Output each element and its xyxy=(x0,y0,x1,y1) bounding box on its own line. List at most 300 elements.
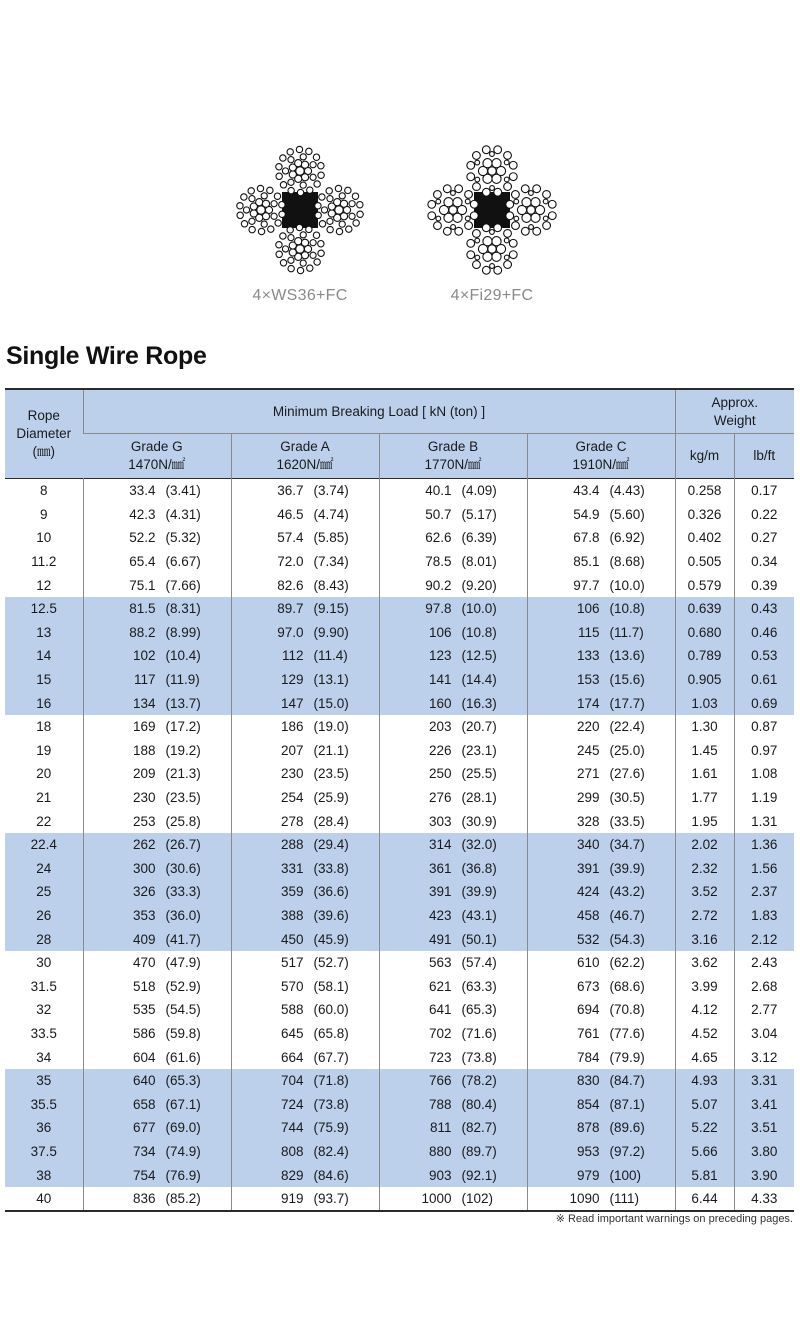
wire-circle xyxy=(301,239,308,246)
load-cell-grade-g xyxy=(83,503,231,527)
wire-circle xyxy=(346,226,352,232)
load-kn: 702 xyxy=(428,1025,452,1041)
load-ton: (39.9) xyxy=(609,860,645,876)
wire-circle xyxy=(279,202,285,208)
wire-circle xyxy=(282,168,288,174)
load-ton: (46.7) xyxy=(609,907,645,923)
load-ton: (52.7) xyxy=(313,955,349,971)
load-ton: (30.5) xyxy=(609,790,645,806)
wire-circle xyxy=(428,200,436,208)
load-kn: 836 xyxy=(132,1191,156,1207)
load-cell-grade-b xyxy=(379,833,527,857)
header-approx-weight xyxy=(675,389,794,434)
wire-circle xyxy=(313,154,319,160)
header-grade-g xyxy=(83,434,231,479)
wire-circle xyxy=(443,185,451,193)
rope-diameter-cell: 32 xyxy=(36,1002,52,1018)
load-kn: 106 xyxy=(576,601,600,617)
load-cell-grade-c xyxy=(527,998,675,1022)
load-cell-grade-g xyxy=(83,739,231,763)
load-cell-grade-b xyxy=(379,479,527,503)
load-kn: 250 xyxy=(428,766,452,782)
load-ton: (62.2) xyxy=(609,955,645,971)
wire-circle xyxy=(318,250,324,256)
weight-kg-per-m-cell: 3.52 xyxy=(675,880,734,904)
wire-circle xyxy=(494,146,502,154)
load-ton: (67.1) xyxy=(165,1096,201,1112)
rope-diameter-cell: 8 xyxy=(39,483,48,499)
wire-circle xyxy=(262,200,269,207)
load-ton: (3.74) xyxy=(313,483,349,499)
load-kn: 331 xyxy=(280,860,304,876)
load-kn: 880 xyxy=(428,1143,452,1159)
load-cell-grade-c xyxy=(527,573,675,597)
load-ton: (77.6) xyxy=(609,1025,645,1041)
wire-circle xyxy=(237,203,243,209)
load-cell-grade-g xyxy=(83,1022,231,1046)
load-ton: (63.3) xyxy=(461,978,497,994)
load-cell-grade-c xyxy=(527,974,675,998)
weight-lb-per-ft-cell: 3.31 xyxy=(734,1069,794,1093)
table-row xyxy=(5,668,794,692)
load-cell-grade-a xyxy=(231,550,379,574)
wire-circle xyxy=(436,199,441,204)
header-grade-b xyxy=(379,434,527,479)
table-row xyxy=(5,998,794,1022)
load-cell-grade-g xyxy=(83,786,231,810)
load-kn: 979 xyxy=(576,1167,600,1183)
load-cell-grade-b xyxy=(379,786,527,810)
load-cell-grade-b xyxy=(379,1187,527,1212)
load-kn: 90.2 xyxy=(425,577,452,593)
load-kn: 288 xyxy=(280,837,304,853)
wire-circle xyxy=(241,194,247,200)
wire-circle xyxy=(295,160,302,167)
load-cell-grade-b xyxy=(379,644,527,668)
wire-circle xyxy=(357,202,363,208)
load-ton: (47.9) xyxy=(165,955,201,971)
weight-lb-per-ft-cell: 0.27 xyxy=(734,526,794,550)
wire-circle xyxy=(443,227,451,235)
load-kn: 724 xyxy=(280,1096,304,1112)
weight-lb-per-ft-cell: 1.08 xyxy=(734,762,794,786)
rope-diameter-cell: 14 xyxy=(5,644,83,668)
load-kn: 458 xyxy=(576,907,600,923)
load-ton: (10.4) xyxy=(165,648,201,664)
wire-circle xyxy=(494,188,502,196)
wire-circle xyxy=(315,212,321,218)
load-kn: 245 xyxy=(576,742,600,758)
wire-circle xyxy=(522,198,531,207)
load-cell-grade-b xyxy=(379,597,527,621)
wire-circle xyxy=(310,162,316,168)
load-cell-grade-a xyxy=(231,1140,379,1164)
load-kn: 141 xyxy=(428,672,452,688)
wire-circle xyxy=(482,224,490,232)
wire-circle xyxy=(467,173,475,181)
wire-circle xyxy=(279,211,285,217)
rope-diameter-cell: 24 xyxy=(5,857,83,881)
weight-kg-per-m-cell: 3.99 xyxy=(675,974,734,998)
load-ton: (71.6) xyxy=(461,1025,497,1041)
load-ton: (27.6) xyxy=(609,766,645,782)
load-ton: (36.6) xyxy=(313,884,349,900)
wire-circle xyxy=(492,237,501,246)
load-cell-grade-c xyxy=(527,715,675,739)
load-kn: 186 xyxy=(280,719,304,735)
load-ton: (93.7) xyxy=(313,1191,349,1207)
load-ton: (75.9) xyxy=(313,1120,349,1136)
load-cell-grade-c xyxy=(527,904,675,928)
wire-circle xyxy=(310,240,316,246)
load-ton: (8.31) xyxy=(165,601,201,617)
load-ton: (4.43) xyxy=(609,483,645,499)
load-cell-grade-c xyxy=(527,809,675,833)
load-ton: (33.5) xyxy=(609,813,645,829)
weight-lb-per-ft-cell: 2.37 xyxy=(734,880,794,904)
wire-circle xyxy=(465,199,470,204)
weight-lb-per-ft-cell: 1.56 xyxy=(734,857,794,881)
load-ton: (25.0) xyxy=(609,742,645,758)
load-ton: (13.7) xyxy=(165,695,201,711)
load-kn: 409 xyxy=(132,931,156,947)
wire-circle xyxy=(314,259,320,265)
weight-kg-per-m-cell: 6.44 xyxy=(675,1187,734,1212)
rope-diameter-cell: 11.2 xyxy=(31,554,57,570)
load-cell-grade-b xyxy=(379,503,527,527)
load-cell-grade-c xyxy=(527,691,675,715)
load-ton: (78.2) xyxy=(461,1073,497,1089)
load-kn: 518 xyxy=(132,978,156,994)
load-ton: (11.7) xyxy=(609,624,644,640)
load-kn: 761 xyxy=(576,1025,600,1041)
load-ton: (73.8) xyxy=(313,1096,349,1112)
wire-circle xyxy=(504,238,509,243)
wire-circle xyxy=(339,221,345,227)
load-kn: 54.9 xyxy=(573,506,600,522)
wire-circle xyxy=(250,210,257,217)
wire-circle xyxy=(318,241,324,247)
load-kn: 62.6 xyxy=(425,530,452,546)
load-kn: 361 xyxy=(428,860,452,876)
load-cell-grade-g xyxy=(83,1069,231,1093)
load-cell-grade-g xyxy=(83,1092,231,1116)
wire-circle xyxy=(280,182,286,188)
table-row xyxy=(5,573,794,597)
weight-kg-per-m-cell: 0.505 xyxy=(675,550,734,574)
load-kn: 353 xyxy=(132,907,156,923)
load-cell-grade-g xyxy=(83,762,231,786)
rope-diameter-cell: 16 xyxy=(5,691,83,715)
load-kn: 220 xyxy=(576,719,600,735)
load-kn: 788 xyxy=(428,1096,452,1112)
weight-lb-per-ft-cell: 2.43 xyxy=(734,951,794,975)
load-kn: 254 xyxy=(280,790,304,806)
load-kn: 704 xyxy=(280,1073,304,1089)
load-ton: (15.6) xyxy=(609,672,645,688)
rope-diagram-label: 4×WS36+FC xyxy=(252,287,348,304)
wire-circle xyxy=(243,207,249,213)
weight-kg-per-m-cell: 0.639 xyxy=(675,597,734,621)
wire-circle xyxy=(310,174,316,180)
wire-circle xyxy=(467,161,475,169)
table-row xyxy=(5,809,794,833)
load-ton: (8.43) xyxy=(313,577,349,593)
table-row xyxy=(5,503,794,527)
wire-circle xyxy=(475,238,480,243)
wire-circle xyxy=(288,179,294,185)
wire-circle xyxy=(288,157,294,163)
wire-circle xyxy=(300,260,306,266)
load-ton: (25.9) xyxy=(313,790,349,806)
load-ton: (19.0) xyxy=(313,719,349,735)
breaking-load-table xyxy=(5,388,794,1212)
load-kn: 424 xyxy=(576,884,600,900)
load-kn: 1090 xyxy=(569,1191,600,1207)
load-kn: 854 xyxy=(576,1096,600,1112)
load-cell-grade-c xyxy=(527,1140,675,1164)
load-cell-grade-b xyxy=(379,739,527,763)
load-cell-grade-c xyxy=(527,833,675,857)
wire-circle xyxy=(473,261,481,269)
wire-circle xyxy=(237,212,243,218)
rope-diameter-cell: 37.5 xyxy=(5,1140,83,1164)
table-row xyxy=(5,904,794,928)
wire-circle xyxy=(453,213,462,222)
wire-circle xyxy=(241,221,247,227)
wire-rope-cross-section-ws36-icon xyxy=(230,140,370,280)
wire-circle xyxy=(357,211,363,217)
load-cell-grade-c xyxy=(527,1163,675,1187)
weight-kg-per-m-cell: 4.52 xyxy=(675,1022,734,1046)
load-kn: 207 xyxy=(280,742,304,758)
load-ton: (4.09) xyxy=(461,483,497,499)
wire-circle xyxy=(451,191,456,196)
load-kn: 808 xyxy=(280,1143,304,1159)
table-row xyxy=(5,479,794,503)
table-row xyxy=(5,1140,794,1164)
header-text: Diameter xyxy=(16,426,72,441)
wire-circle xyxy=(455,185,463,193)
page-title: Single Wire Rope xyxy=(6,342,207,370)
header-lb-per-ft: lb/ft xyxy=(734,434,794,479)
header-text: Weight xyxy=(713,412,756,428)
rope-diameter-cell: 33.5 xyxy=(30,1025,57,1041)
wire-circle xyxy=(533,185,541,193)
load-cell-grade-b xyxy=(379,1140,527,1164)
load-ton: (3.41) xyxy=(165,483,201,499)
wire-circle xyxy=(548,212,556,220)
load-cell-grade-b xyxy=(379,550,527,574)
load-cell-grade-c xyxy=(527,1045,675,1069)
load-ton: (65.3) xyxy=(165,1073,201,1089)
load-cell-grade-a xyxy=(231,668,379,692)
load-ton: (9.20) xyxy=(461,577,497,593)
load-kn: 89.7 xyxy=(277,601,304,617)
load-cell-grade-b xyxy=(379,1045,527,1069)
weight-lb-per-ft-cell: 2.12 xyxy=(734,927,794,951)
load-ton: (4.31) xyxy=(165,506,201,522)
footnote: ※ Read important warnings on preceding pages. xyxy=(555,1213,793,1225)
rope-diameter-cell: 34 xyxy=(36,1049,52,1065)
wire-circle xyxy=(340,213,347,220)
wire-circle xyxy=(543,216,548,221)
load-ton: (82.4) xyxy=(313,1143,349,1159)
load-ton: (92.1) xyxy=(461,1167,497,1183)
wire-circle xyxy=(336,228,342,234)
load-cell-grade-a xyxy=(231,479,379,503)
load-cell-grade-g xyxy=(83,668,231,692)
load-cell-grade-a xyxy=(231,526,379,550)
load-cell-grade-g xyxy=(83,1187,231,1212)
load-ton: (70.8) xyxy=(609,1002,645,1018)
table-row xyxy=(5,857,794,881)
wire-circle xyxy=(327,226,333,232)
load-ton: (20.7) xyxy=(461,719,497,735)
weight-kg-per-m-cell: 1.95 xyxy=(675,809,734,833)
load-kn: 570 xyxy=(280,978,304,994)
load-ton: (54.3) xyxy=(609,931,645,947)
weight-kg-per-m-cell: 1.61 xyxy=(675,762,734,786)
load-ton: (57.4) xyxy=(461,955,497,971)
load-ton: (11.9) xyxy=(165,672,200,688)
wire-circle xyxy=(288,265,294,271)
load-ton: (97.2) xyxy=(609,1143,645,1159)
load-kn: 42.3 xyxy=(129,506,156,522)
wire-circle xyxy=(509,239,517,247)
load-kn: 677 xyxy=(132,1120,156,1136)
table-row xyxy=(5,1187,794,1212)
load-kn: 811 xyxy=(429,1120,452,1136)
rope-diameter-cell: 40 xyxy=(5,1187,83,1212)
load-cell-grade-b xyxy=(379,1163,527,1187)
wire-circle xyxy=(543,191,551,199)
wire-circle xyxy=(340,200,347,207)
wire-circle xyxy=(287,149,293,155)
wire-circle xyxy=(334,199,341,206)
weight-kg-per-m-cell: 1.45 xyxy=(675,739,734,763)
load-kn: 919 xyxy=(280,1191,304,1207)
load-ton: (10.0) xyxy=(609,577,645,593)
load-ton: (89.6) xyxy=(609,1120,645,1136)
load-kn: 133 xyxy=(576,648,600,664)
wire-circle xyxy=(543,199,548,204)
load-kn: 115 xyxy=(577,624,600,640)
wire-circle xyxy=(314,181,320,187)
rope-diagram-fi29 xyxy=(422,140,562,304)
weight-lb-per-ft-cell: 2.77 xyxy=(734,998,794,1022)
wire-circle xyxy=(543,222,551,230)
load-ton: (14.4) xyxy=(461,672,497,688)
load-ton: (11.4) xyxy=(313,648,348,664)
load-kn: 97.8 xyxy=(425,601,452,617)
load-kn: 33.4 xyxy=(129,483,156,499)
table-row xyxy=(5,739,794,763)
load-cell-grade-b xyxy=(379,715,527,739)
wire-circle xyxy=(307,187,313,193)
load-cell-grade-g xyxy=(83,974,231,998)
wire-circle xyxy=(504,160,509,165)
load-kn: 226 xyxy=(428,742,452,758)
wire-circle xyxy=(297,267,303,273)
wire-circle xyxy=(268,226,274,232)
weight-lb-per-ft-cell: 1.36 xyxy=(734,833,794,857)
load-cell-grade-a xyxy=(231,904,379,928)
load-kn: 563 xyxy=(428,955,452,971)
load-ton: (34.7) xyxy=(609,837,645,853)
rope-diameter-cell: 22 xyxy=(36,813,52,829)
table-row xyxy=(5,621,794,645)
load-kn: 470 xyxy=(132,955,156,971)
load-ton: (10.8) xyxy=(609,601,645,617)
wire-circle xyxy=(276,242,282,248)
wire-circle xyxy=(249,196,255,202)
wire-circle xyxy=(529,225,534,230)
header-text: Approx. xyxy=(711,394,759,410)
load-cell-grade-g xyxy=(83,597,231,621)
load-cell-grade-c xyxy=(527,786,675,810)
load-ton: (50.1) xyxy=(461,931,497,947)
grade-strength: 1620N/㎟ xyxy=(276,457,334,472)
load-kn: 117 xyxy=(133,672,156,688)
load-cell-grade-g xyxy=(83,1163,231,1187)
wire-circle xyxy=(249,226,255,232)
load-ton: (84.6) xyxy=(313,1167,349,1183)
header-kg-per-m: kg/m xyxy=(675,434,734,479)
load-kn: 303 xyxy=(428,813,452,829)
load-ton: (5.17) xyxy=(461,506,497,522)
weight-kg-per-m-cell: 0.905 xyxy=(675,668,734,692)
wire-circle xyxy=(428,212,436,220)
load-ton: (89.7) xyxy=(461,1143,497,1159)
weight-lb-per-ft-cell: 0.97 xyxy=(734,739,794,763)
load-ton: (73.8) xyxy=(461,1049,497,1065)
wire-circle xyxy=(256,199,263,206)
load-cell-grade-c xyxy=(527,1187,675,1212)
weight-kg-per-m-cell: 3.16 xyxy=(675,927,734,951)
load-kn: 734 xyxy=(132,1143,156,1159)
wire-circle xyxy=(271,213,277,219)
load-ton: (102) xyxy=(461,1191,494,1207)
weight-lb-per-ft-cell: 0.53 xyxy=(734,644,794,668)
wire-circle xyxy=(490,264,495,269)
load-cell-grade-g xyxy=(83,998,231,1022)
wire-circle xyxy=(326,188,332,194)
load-ton: (21.3) xyxy=(165,766,201,782)
load-ton: (43.1) xyxy=(461,907,497,923)
load-ton: (111) xyxy=(609,1191,640,1207)
load-cell-grade-g xyxy=(83,526,231,550)
load-ton: (80.4) xyxy=(461,1096,497,1112)
wire-circle xyxy=(514,199,519,204)
wire-circle xyxy=(529,191,534,196)
wire-circle xyxy=(335,185,341,191)
load-cell-grade-c xyxy=(527,479,675,503)
load-ton: (6.92) xyxy=(609,530,645,546)
table-row xyxy=(5,715,794,739)
load-kn: 328 xyxy=(576,813,600,829)
load-cell-grade-b xyxy=(379,809,527,833)
load-kn: 450 xyxy=(280,931,304,947)
wire-circle xyxy=(282,246,288,252)
load-ton: (59.8) xyxy=(165,1025,201,1041)
load-cell-grade-b xyxy=(379,668,527,692)
load-kn: 134 xyxy=(132,695,156,711)
load-cell-grade-a xyxy=(231,597,379,621)
weight-kg-per-m-cell: 4.65 xyxy=(675,1045,734,1069)
weight-lb-per-ft-cell: 1.83 xyxy=(734,904,794,928)
load-ton: (82.7) xyxy=(461,1120,497,1136)
